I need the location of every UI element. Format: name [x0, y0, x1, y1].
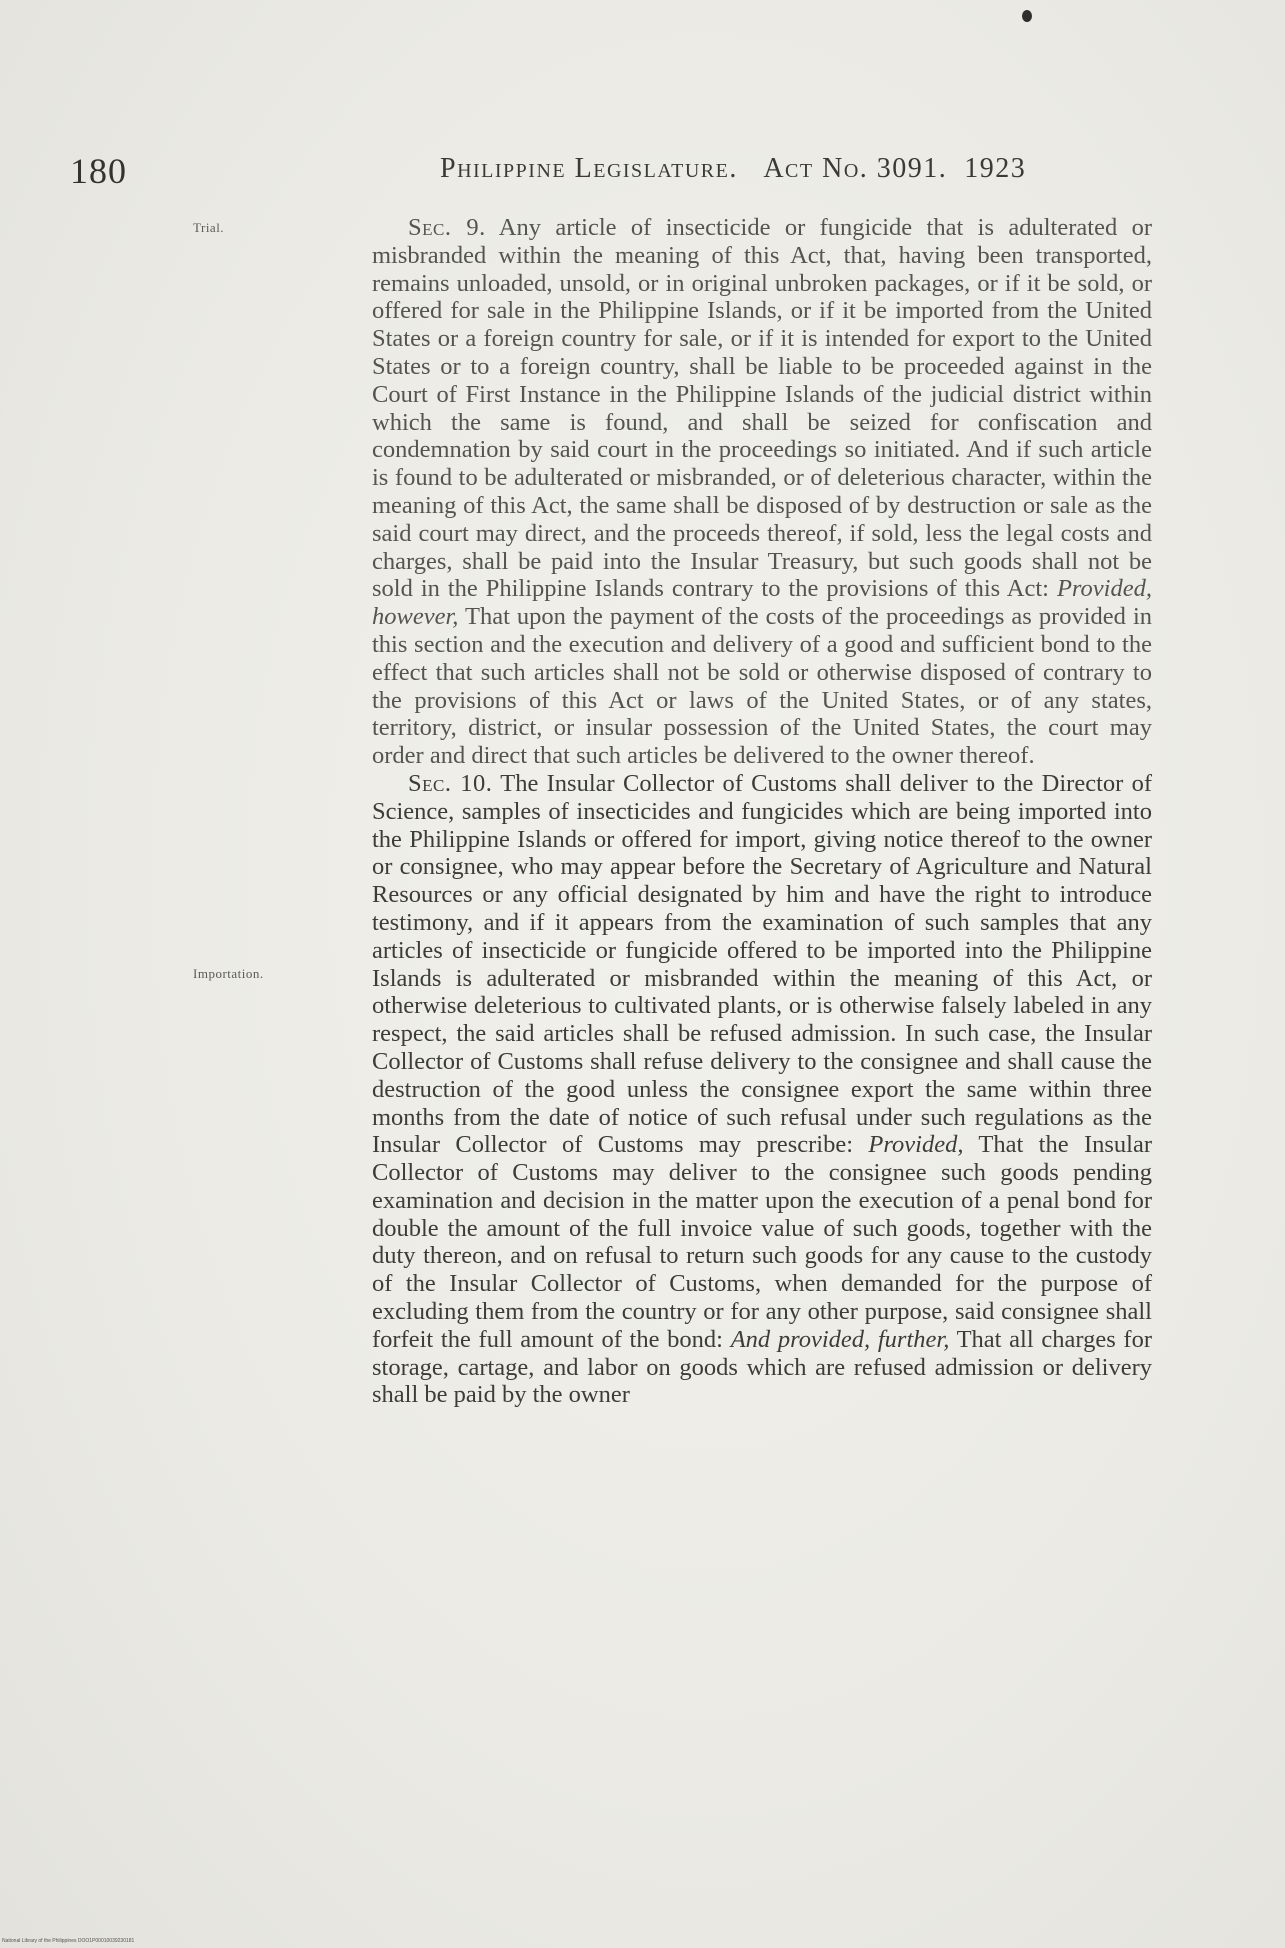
- section-10-proviso-1: Provided,: [868, 1131, 964, 1159]
- section-10-paragraph: [372, 770, 1152, 1409]
- section-9-text-part-2: That upon the payment of the costs of the proceedings as provided in this section and the execution and delivery of a good and sufficient bond to the effect that such articles shall not be sold or otherwise disposed of contrary to the provisions of this Act or laws of the United States, or of any states, territory, district, or insular possession of the United States, the court may order and direct that such articles be delivered to the owner thereof.: [372, 603, 1152, 770]
- margin-note-importation: Importation.: [193, 966, 264, 981]
- section-9-text-part-1: Any article of insecticide or fungicide that is adulterated or misbranded within the meaning of this Act, that, having been transported, remains unloaded, unsold, or in original unbroken packages, or if it be sold, or offered for sale in the Philippine Islands, or if it be imported from the United States or a foreign country for sale, or if it is intended for export to the United States or to a foreign country, shall be liable to be proceeded against in the Court of First Instance in the Philippine Islands of the judicial district within which the same is found, and shall be seized for confiscation and condemnation by said court in the proceedings so initiated. And if such article is found to be adulterated or misbranded, or of deleterious character, within the meaning of this Act, the same shall be disposed of by destruction or sale as the said court may direct, and the proceeds thereof, if sold, less the legal costs and charges, shall be paid into the Insular Treasury, but such goods shall not be sold in the Philippine Islands contrary to the provisions of this Act:: [372, 214, 1152, 603]
- section-9-proviso: Provided, however,: [372, 575, 1152, 631]
- section-10-text-part-1: The Insular Collector of Customs shall deliver to the Director of Science, samples of insecticides and fungicides which are being imported into the Philippine Islands or offered for import, giving notice thereof to the owner or consignee, who may appear before the Secretary of Agriculture and Natural Resources or any official designated by him and have the right to introduce testimony, and if it appears from the examination of such samples that any articles of insecticide or fungicide offered to be imported into the Philippine Islands is adulterated or misbranded within the meaning of this Act, or otherwise deleterious to cultivated plants, or is otherwise falsely labeled in any respect, the said articles shall be refused admission. In such case, the Insular Collector of Customs shall refuse delivery to the consignee and shall cause the destruction of the good unless the consignee export the same within three months from the date of notice of such refusal under such regulations as the Insular Collector of Customs may prescribe:: [372, 769, 1152, 1159]
- section-10-label: Sec. 10.: [408, 769, 493, 797]
- section-9-label: Sec. 9.: [408, 214, 486, 241]
- running-head-act: Act No. 3091.: [763, 153, 948, 184]
- section-10-proviso-2: And provided, further,: [730, 1325, 950, 1353]
- page-number: 180: [70, 151, 127, 191]
- archive-footer: National Library of the Philippines DOO1P00010039230181: [2, 1938, 135, 1944]
- running-head-year: 1923: [964, 153, 1027, 184]
- section-9-paragraph: [372, 214, 1152, 770]
- running-head-publication: Philippine Legislature.: [440, 153, 738, 184]
- section-10-text-part-3: That all charges for storage, cartage, and labor on goods which are refused admission or delivery shall be paid by the owner: [372, 1325, 1152, 1409]
- section-10-text-part-2: That the Insular Collector of Customs may deliver to the consignee such goods pending examination and decision in the matter upon the execution of a penal bond for double the amount of the full invoice value of such goods, together with the duty thereon, and on refusal to return such goods for any cause to the custody of the Insular Collector of Customs, when demanded for the purpose of excluding them from the country or for any other purpose, said consignee shall forfeit the full amount of the bond:: [372, 1131, 1153, 1353]
- margin-note-trial: Trial.: [193, 220, 225, 235]
- running-head: [440, 153, 1090, 185]
- body-text: [372, 214, 1152, 1409]
- scan-dust-mark: [1022, 10, 1032, 22]
